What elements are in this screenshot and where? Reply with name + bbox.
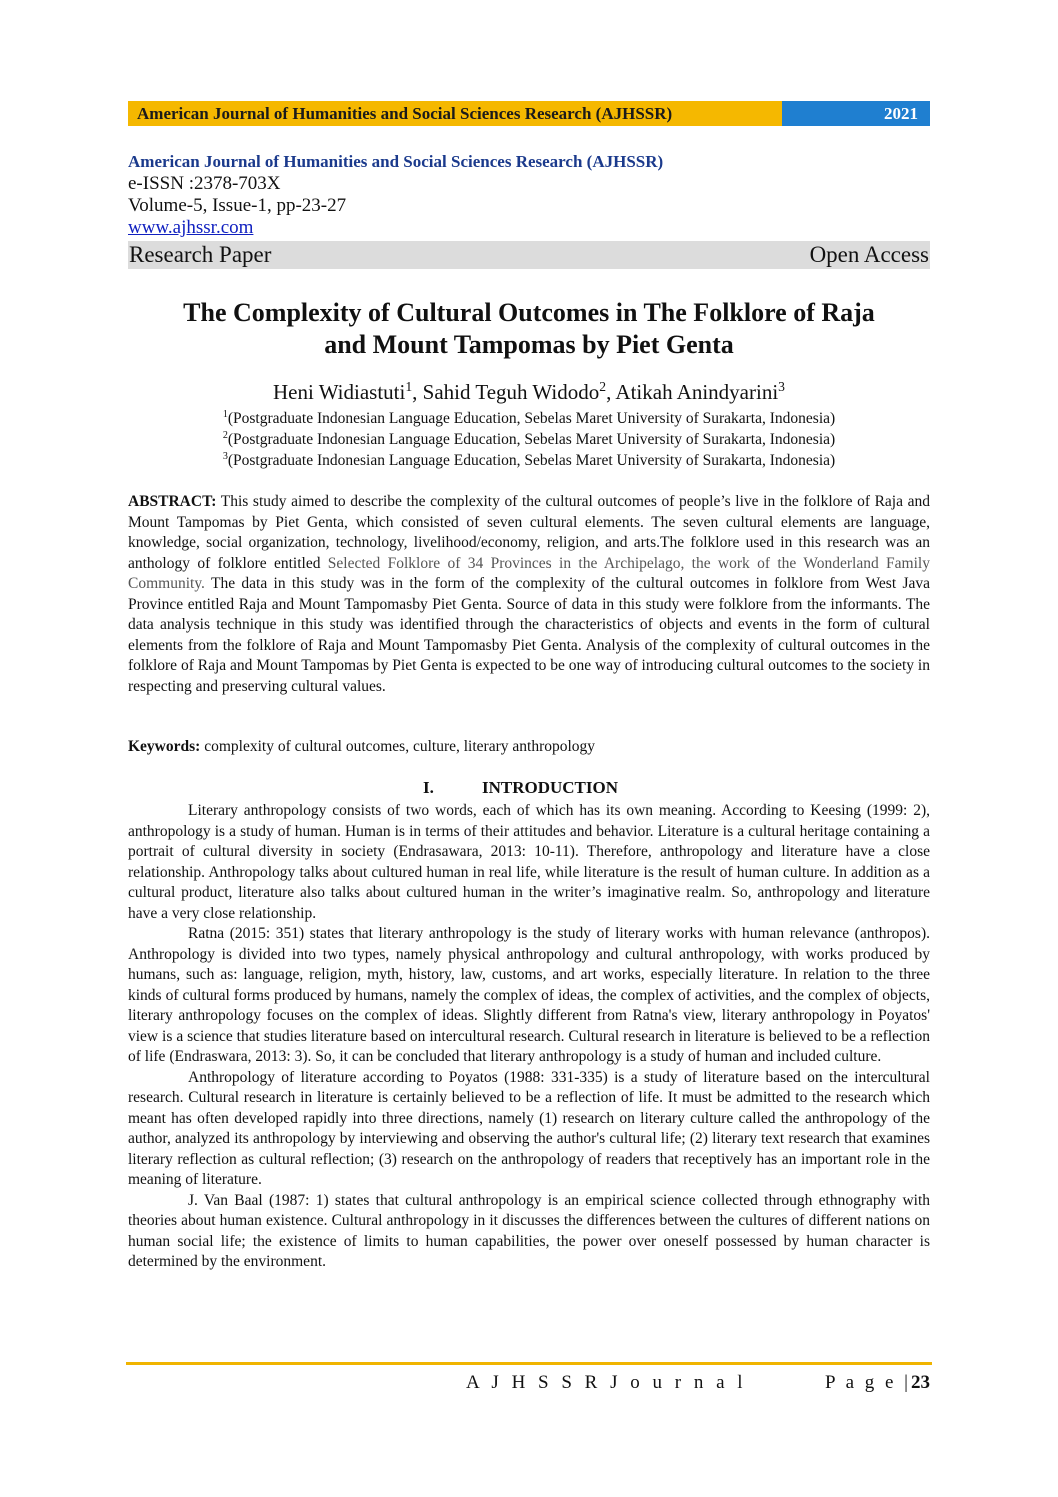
paper-title <box>128 297 930 361</box>
journal-meta <box>128 151 930 269</box>
keywords-label: Keywords: <box>128 738 201 755</box>
meta-journal-name: American Journal of Humanities and Social Sciences Research (AJHSSR) <box>128 152 664 171</box>
footer-page <box>825 1372 930 1394</box>
affiliation <box>128 408 930 429</box>
abstract <box>128 492 930 697</box>
section-number: I. <box>423 778 434 797</box>
title-line-2: and Mount Tampomas by Piet Genta <box>324 330 734 359</box>
footer-journal: A J H S S R J o u r n a l <box>466 1372 747 1393</box>
abstract-label: ABSTRACT: <box>128 493 217 510</box>
paper-type: Research Paper <box>129 242 272 267</box>
journal-website-link[interactable]: www.ajhssr.com <box>128 217 254 238</box>
affiliation <box>128 429 930 450</box>
header-journal-name: American Journal of Humanities and Social Sciences Research (AJHSSR) <box>128 101 782 126</box>
introduction-body <box>128 801 930 1273</box>
body-paragraph: Literary anthropology consists of two words, each of which has its own meaning. According to Keesing (1999: 2), anthropology is a study of human. Human is in terms of their attitudes and behavior. Literature is a cultural heritage containing a portrait of cultural diversity in society (Endrasawara, 2013: 10-11). Therefore, anthropology and literature have a close relationship. Anthropology talks about cultured human in real life, while literature is the result of human culture. In addition as a cultural product, literature also talks about cultured human in the writer’s imaginative realm. So, anthropology and literature have a very close relationship. <box>128 802 930 922</box>
access-type: Open Access <box>809 242 929 267</box>
footer-divider <box>126 1362 932 1365</box>
author-affil-mark: 2 <box>599 379 607 394</box>
author-name: Sahid Teguh Widodo <box>422 380 600 404</box>
body-paragraph: Ratna (2015: 351) states that literary anthropology is the study of literary works with human relevance (anthropos). Anthropology is divided into two types, namely physical anthropology and cultural anthropology, with works produced by humans, such as: language, religion, myth, history, law, customs, and art works, especially literature. In relation to the three kinds of cultural forms produced by humans, namely the complex of ideas, the complex of activities, and the complex of objects, literary anthropology focuses on the complex of ideas. Slightly different from Ratna's view, literary anthropology in Poyatos' view is a science that studies literature based on intercultural research. Cultural research in literature is believed to be a reflection of life (Endraswara, 2013: 3). So, it can be concluded that literary anthropology is a study of human and included culture. <box>128 925 930 1065</box>
author-affil-mark: 1 <box>405 379 413 394</box>
header-year: 2021 <box>782 101 930 126</box>
journal-header-bar <box>128 101 930 126</box>
author-affil-mark: 3 <box>778 379 785 394</box>
abstract-anthology-title: Selected Folklore of 34 Provinces in the Archipelago, the work of the Wonderland Family Community. <box>128 554 930 592</box>
author-name: Heni Widiastuti <box>273 380 406 404</box>
volume-info: Volume-5, Issue-1, pp-23-27 <box>128 195 347 216</box>
page-number: 23 <box>911 1372 930 1393</box>
author-name: Atikah Anindyarini <box>615 380 779 404</box>
affiliation-mark: 3 <box>222 450 228 462</box>
affiliation-text: (Postgraduate Indonesian Language Education, Sebelas Maret University of Surakarta, Indonesia) <box>227 410 836 427</box>
issn: e-ISSN :2378-703X <box>128 173 281 194</box>
author-list: Heni Widiastuti$^1$, Sahid Teguh Widodo$^2$, Atikah Anindyarini$^3$ <box>273 379 785 404</box>
affiliation-mark: 1 <box>222 408 228 420</box>
paper-type-row <box>128 241 930 269</box>
abstract-text: This study aimed to describe the complexity of the cultural outcomes of people’s live in the folklore of Raja and Mount Tampomas by Piet Genta, which consisted of seven cultural elements. The seven cultural elements are language, knowledge, social organization, technology, livelihood/economy, religion, and arts.The folklore used in this research was an anthology of folklore entitled <box>128 493 930 572</box>
page-footer <box>128 1372 930 1396</box>
affiliation-mark: 2 <box>222 429 228 441</box>
affiliation <box>128 450 930 471</box>
affiliation-text: (Postgraduate Indonesian Language Education, Sebelas Maret University of Surakarta, Indonesia) <box>227 452 836 469</box>
affiliation-text: (Postgraduate Indonesian Language Education, Sebelas Maret University of Surakarta, Indonesia) <box>227 431 836 448</box>
abstract-text-cont: The data in this study was in the form of the complexity of the cultural outcomes in folklore from West Java Province entitled Raja and Mount Tampomasby Piet Genta. Source of data in this study were folklore from the informants. The data analysis technique in this study was identified through the characteristics of objects and events in the form of cultural elements from the folklore of Raja and Mount Tampomasby Piet Genta. Analysis of the complexity of cultural outcomes in the folklore of Raja and Mount Tampomas by Piet Genta is expected to be one way of introducing cultural outcomes to the society in respecting and preserving cultural values. <box>128 575 930 695</box>
body-paragraph: Anthropology of literature according to Poyatos (1988: 331-335) is a study of literature based on the intercultural research. Cultural research in literature is certainly believed to be a reflection of life. It must be admitted to the research which meant has often developed rapidly into three directions, namely (1) research on literary culture called the anthropology of the author, analyzed its anthropology by interviewing and observing the author's cultural life; (2) literary text research that examines literary reflection as cultural reflection; (3) research on the anthropology of readers that receptively has an important role in the meaning of literature. <box>128 1068 930 1188</box>
body-paragraph: J. Van Baal (1987: 1) states that cultural anthropology is an empirical science collected through ethnography with theories about human existence. Cultural anthropology in it discusses the differences between the cultures of different nations on human social life; the existence of limits to human capabilities, the power over oneself possessed by human character is determined by the environment. <box>128 1191 930 1270</box>
affiliation-list <box>128 408 930 471</box>
title-line-1: The Complexity of Cultural Outcomes in The Folklore of Raja <box>183 298 875 327</box>
section-title: INTRODUCTION <box>482 778 619 797</box>
keywords <box>128 737 930 757</box>
page-label: P a g e | <box>824 1372 911 1393</box>
keywords-text: complexity of cultural outcomes, culture, literary anthropology <box>200 738 596 755</box>
